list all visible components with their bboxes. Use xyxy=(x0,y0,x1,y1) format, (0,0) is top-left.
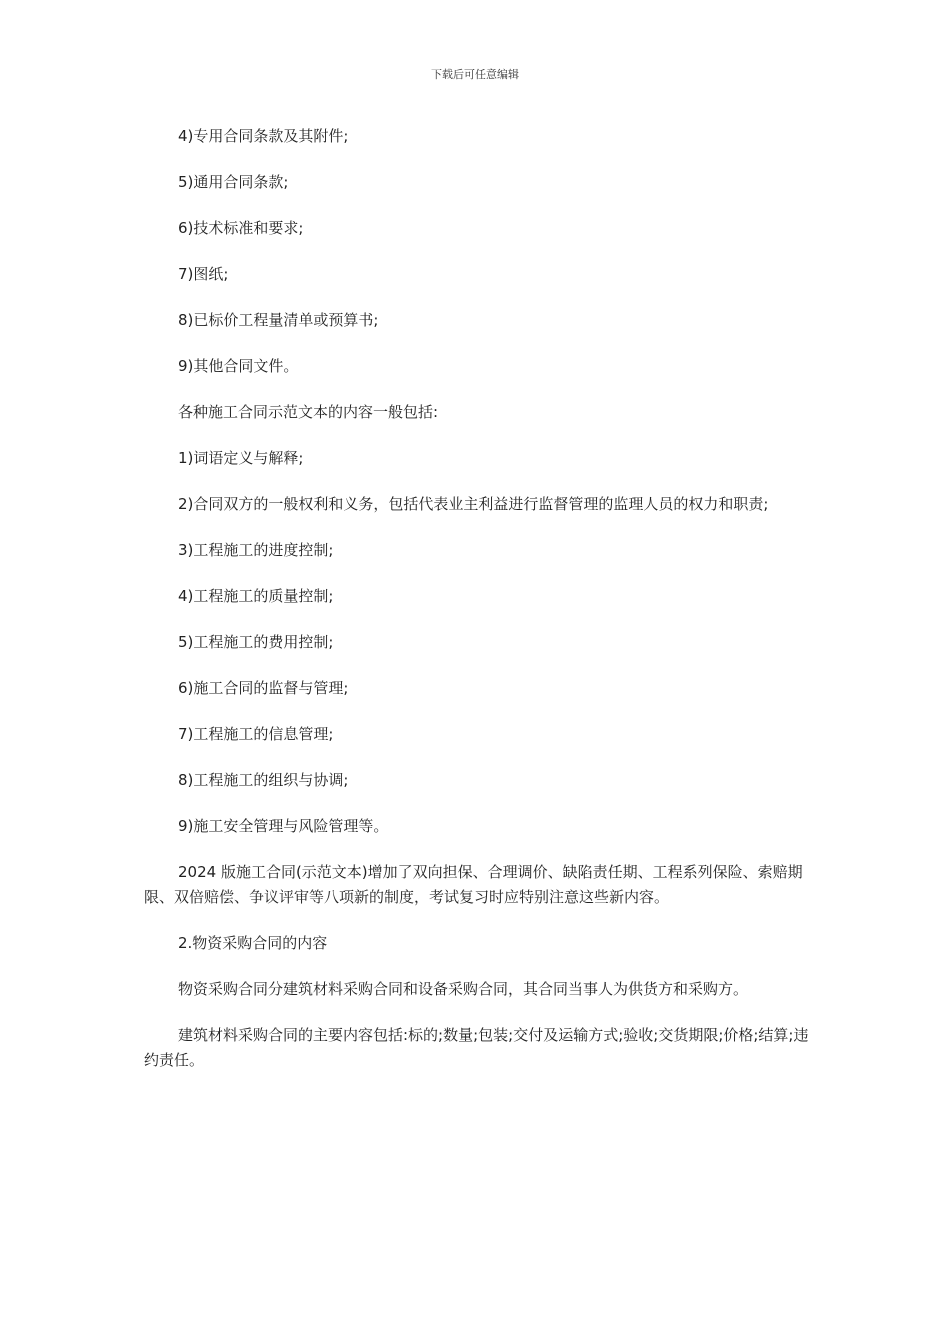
paragraph: 8)工程施工的组织与协调; xyxy=(178,771,349,789)
section-heading: 2.物资采购合同的内容 xyxy=(178,934,328,952)
paragraph: 9)其他合同文件。 xyxy=(178,357,299,375)
paragraph: 1)词语定义与解释; xyxy=(178,449,304,467)
paragraph: 2)合同双方的一般权利和义务，包括代表业主利益进行监督管理的监理人员的权力和职责; xyxy=(178,495,769,513)
paragraph: 8)已标价工程量清单或预算书; xyxy=(178,311,379,329)
paragraph: 4)专用合同条款及其附件; xyxy=(178,127,349,145)
paragraph: 建筑材料采购合同的主要内容包括:标的;数量;包装;交付及运输方式;验收;交货期限;价格;结算;违约责任。 xyxy=(144,1026,809,1069)
paragraph: 5)工程施工的费用控制; xyxy=(178,633,334,651)
paragraph: 物资采购合同分建筑材料采购合同和设备采购合同，其合同当事人为供货方和采购方。 xyxy=(178,980,749,998)
paragraph: 2024 版施工合同(示范文本)增加了双向担保、合理调价、缺陷责任期、工程系列保险、索赔期限、双倍赔偿、争议评审等八项新的制度，考试复习时应特别注意这些新内容。 xyxy=(144,863,803,906)
paragraph: 各种施工合同示范文本的内容一般包括: xyxy=(178,403,439,421)
page-header: 下载后可任意编辑 xyxy=(431,68,519,81)
paragraph: 9)施工安全管理与风险管理等。 xyxy=(178,817,389,835)
paragraph: 6)施工合同的监督与管理; xyxy=(178,679,349,697)
paragraph: 7)图纸; xyxy=(178,265,229,283)
paragraph: 4)工程施工的质量控制; xyxy=(178,587,334,605)
paragraph: 6)技术标准和要求; xyxy=(178,219,304,237)
paragraph: 5)通用合同条款; xyxy=(178,173,289,191)
paragraph: 7)工程施工的信息管理; xyxy=(178,725,334,743)
document-body xyxy=(144,124,820,1094)
paragraph: 3)工程施工的进度控制; xyxy=(178,541,334,559)
